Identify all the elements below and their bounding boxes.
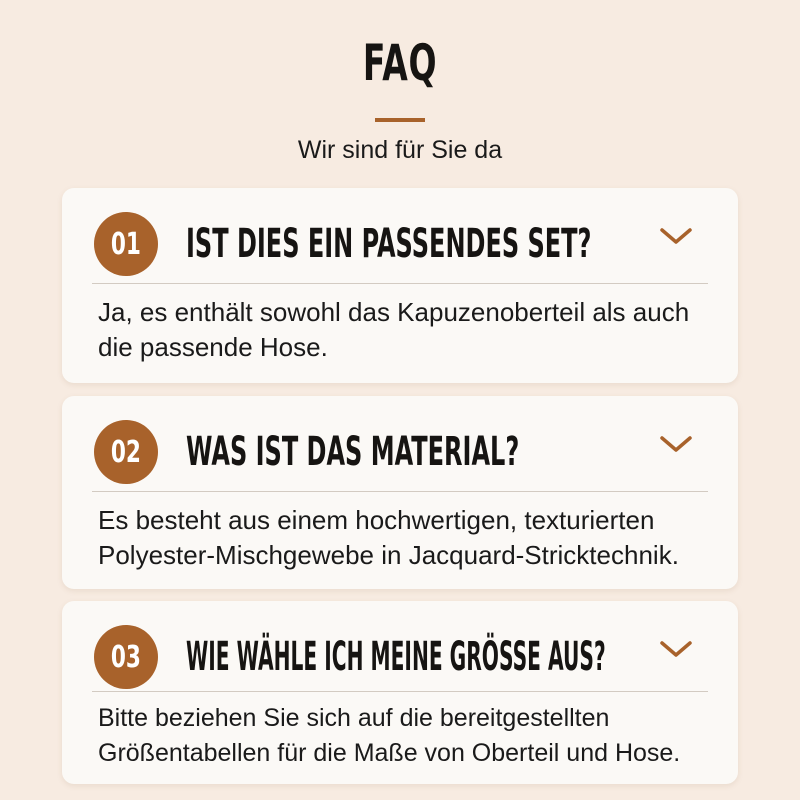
number-badge: [94, 212, 158, 276]
number-badge: [94, 625, 158, 689]
title-underline: [375, 118, 425, 122]
faq-question-toggle[interactable]: [186, 631, 656, 683]
page-subtitle: Wir sind für Sie da: [297, 136, 503, 164]
divider: [92, 283, 708, 284]
faq-question: WAS IST DAS MATERIAL?: [186, 429, 520, 475]
chevron-down-icon[interactable]: [658, 432, 694, 456]
divider: [92, 491, 708, 492]
faq-question: IST DIES EIN PASSENDES SET?: [186, 221, 592, 267]
faq-question-toggle[interactable]: [186, 426, 656, 478]
faq-answer: Ja, es enthält sowohl das Kapuzenoberteil als auch die passende Hose.: [98, 297, 690, 362]
faq-question-toggle[interactable]: [186, 218, 656, 270]
faq-item-2: [62, 396, 738, 589]
faq-question: WIE WÄHLE ICH MEINE GRÖSSE AUS?: [186, 634, 606, 680]
number-badge-label: 01: [110, 226, 142, 262]
divider: [92, 691, 708, 692]
number-badge: [94, 420, 158, 484]
chevron-down-icon[interactable]: [658, 224, 694, 248]
faq-answer: Bitte beziehen Sie sich auf die bereitgestellten Größentabellen für die Maße von Oberteil und Hose.: [98, 704, 681, 767]
faq-item-1: [62, 188, 738, 383]
chevron-down-icon[interactable]: [658, 637, 694, 661]
number-badge-label: 03: [110, 639, 142, 675]
faq-item-3: [62, 601, 738, 784]
faq-answer: Es besteht aus einem hochwertigen, texturierten Polyester-Mischgewebe in Jacquard-Stricktechnik.: [98, 505, 679, 570]
page-title: FAQ: [362, 34, 438, 92]
number-badge-label: 02: [110, 434, 142, 470]
